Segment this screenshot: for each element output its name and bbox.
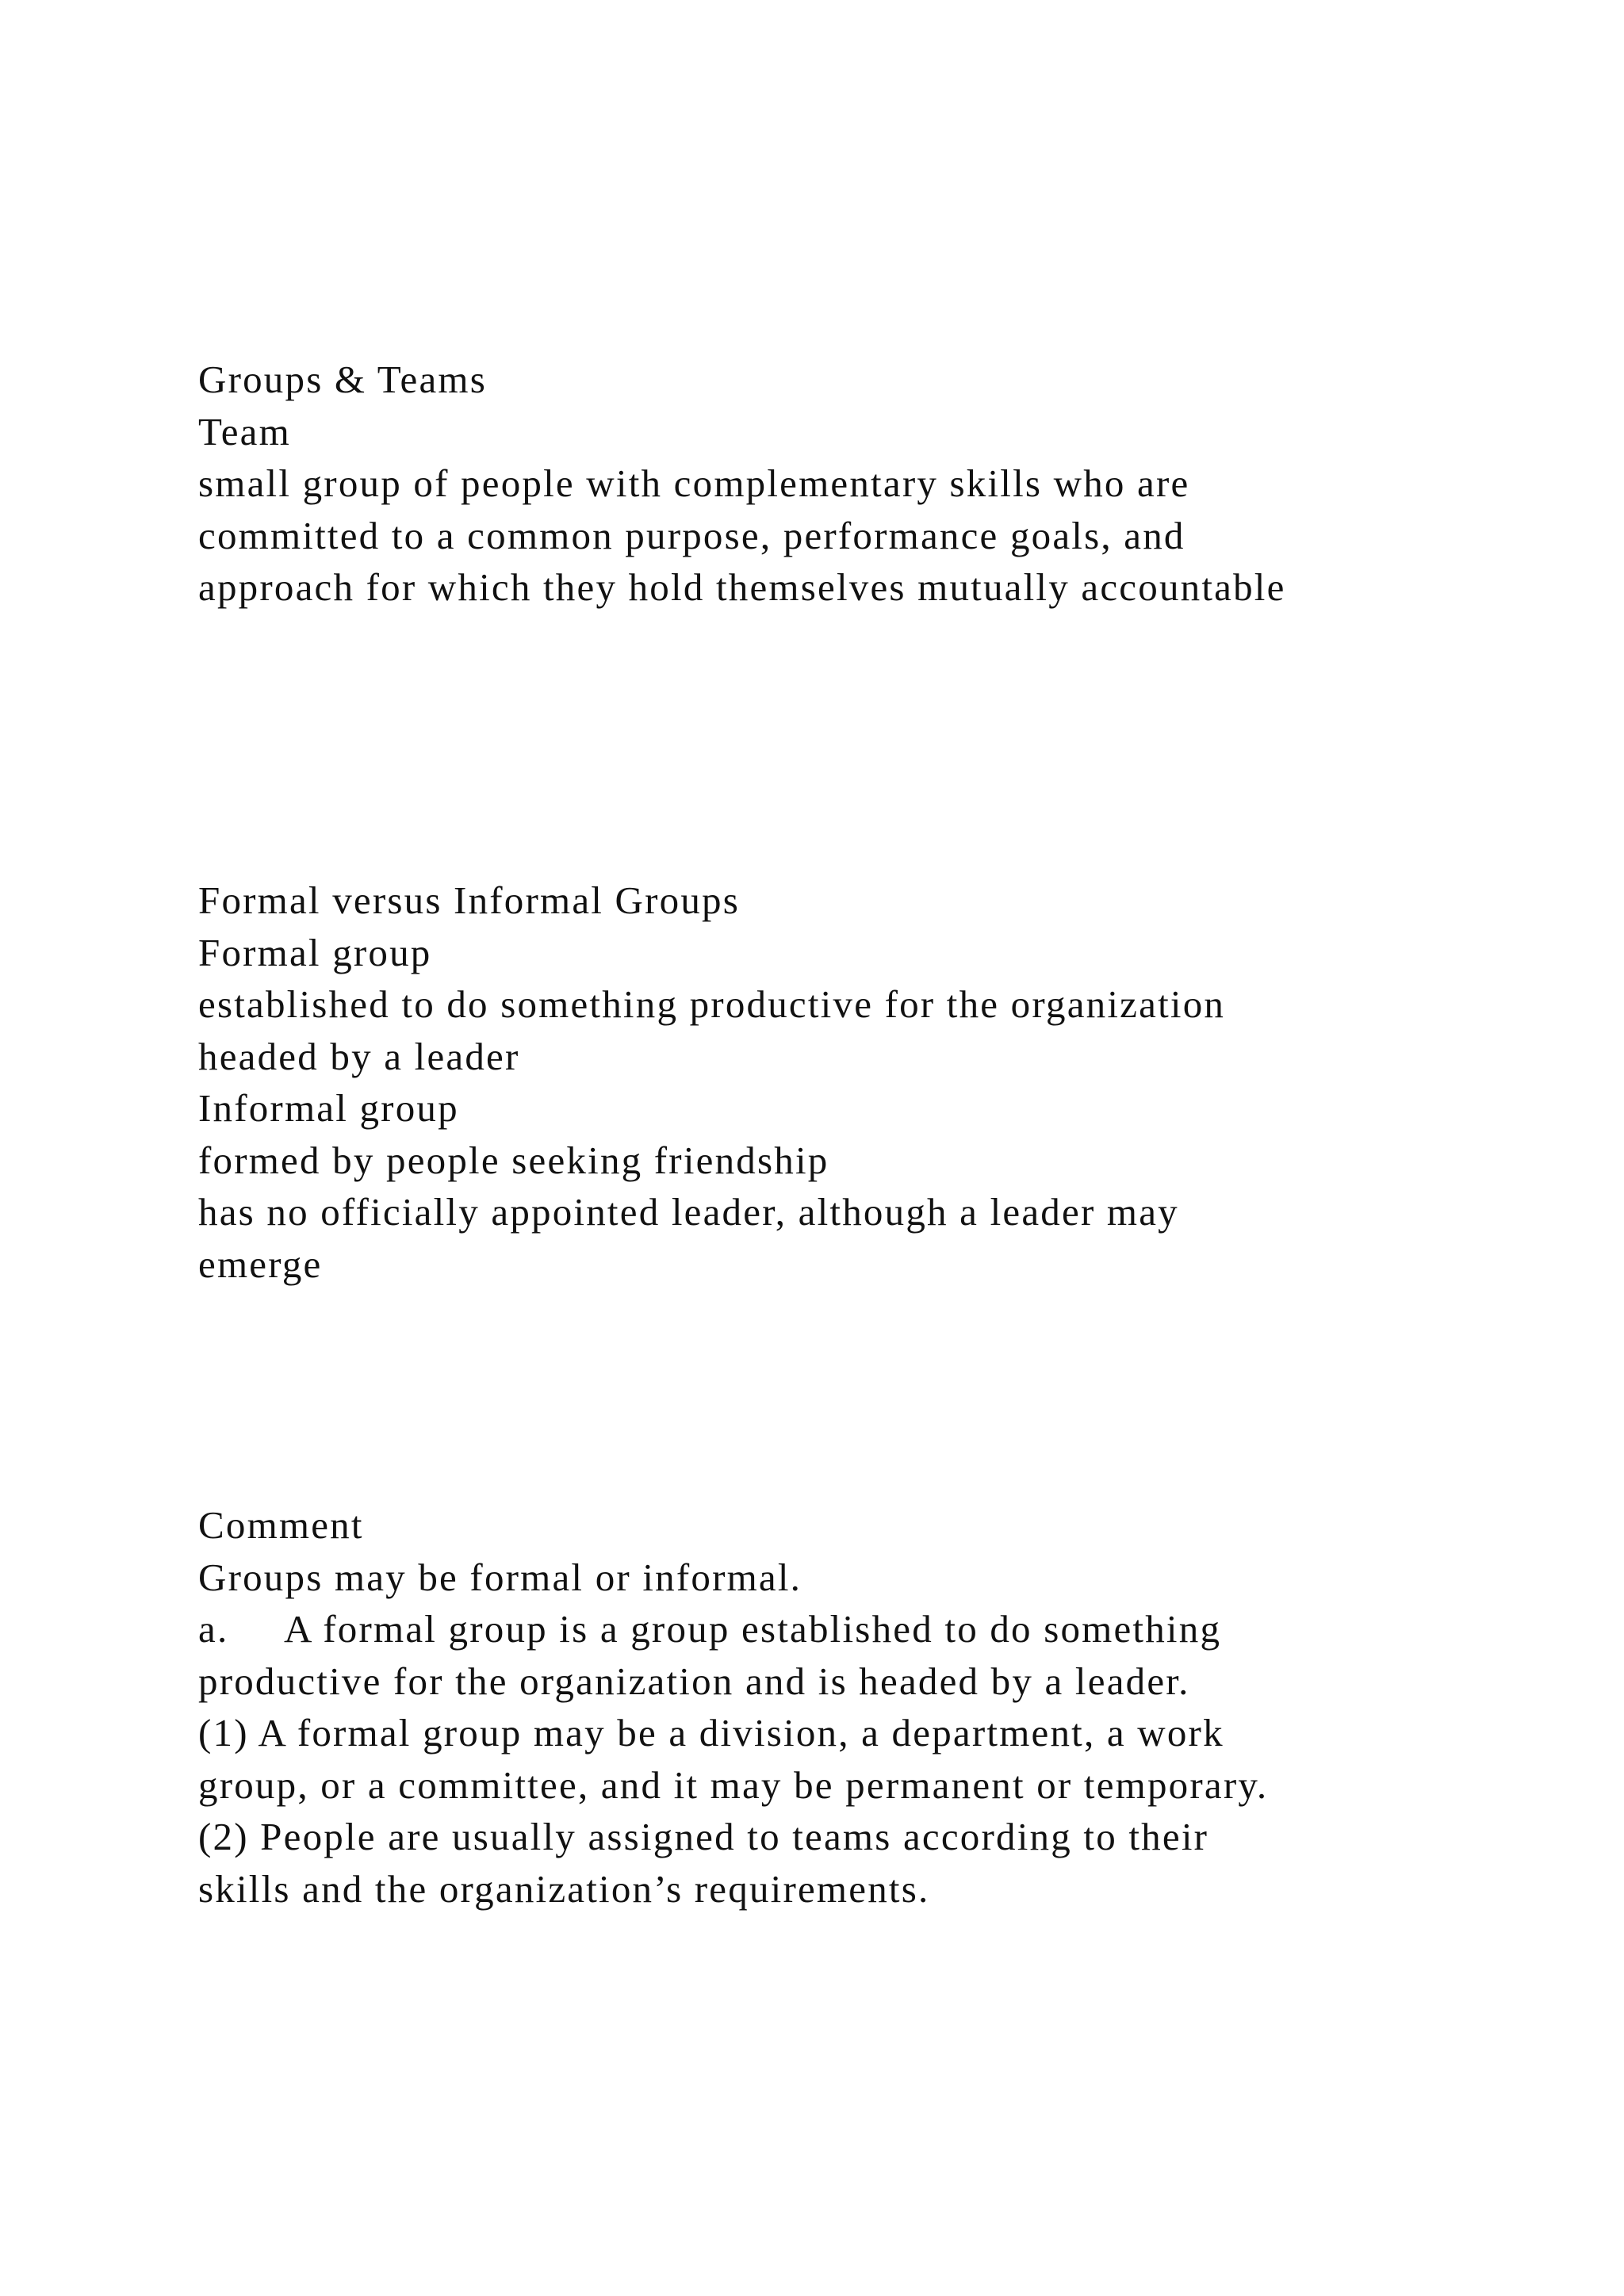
definition-line: emerge xyxy=(198,1242,323,1286)
section-groups-and-teams xyxy=(198,354,1467,614)
section-heading: Comment xyxy=(198,1503,364,1547)
body-line: group, or a committee, and it may be permanent or temporary. xyxy=(198,1762,1269,1807)
body-line: productive for the organization and is headed by a leader. xyxy=(198,1659,1190,1703)
definition-line: established to do something productive for the organization xyxy=(198,982,1226,1026)
definition-line: has no officially appointed leader, although a leader may xyxy=(198,1190,1179,1234)
term-label: Informal group xyxy=(198,1086,459,1130)
definition-line: approach for which they hold themselves mutually accountable xyxy=(198,565,1286,609)
section-formal-vs-informal xyxy=(198,874,1467,1290)
section-heading: Groups & Teams xyxy=(198,358,487,401)
term-label: Formal group xyxy=(198,930,432,974)
section-comment xyxy=(198,1499,1467,1915)
body-line: a. A formal group is a group established to do something xyxy=(198,1607,1222,1651)
body-line: Groups may be formal or informal. xyxy=(198,1555,802,1599)
definition-line: small group of people with complementary skills who are xyxy=(198,461,1190,505)
body-line: skills and the organization’s requirements. xyxy=(198,1866,930,1911)
definition-line: formed by people seeking friendship xyxy=(198,1138,829,1182)
body-line: (2) People are usually assigned to teams according to their xyxy=(198,1815,1209,1858)
definition-line: headed by a leader xyxy=(198,1034,520,1078)
term-label: Team xyxy=(198,409,291,453)
section-heading: Formal versus Informal Groups xyxy=(198,878,740,922)
body-line: (1) A formal group may be a division, a department, a work xyxy=(198,1711,1224,1755)
definition-line: committed to a common purpose, performance goals, and xyxy=(198,513,1185,557)
